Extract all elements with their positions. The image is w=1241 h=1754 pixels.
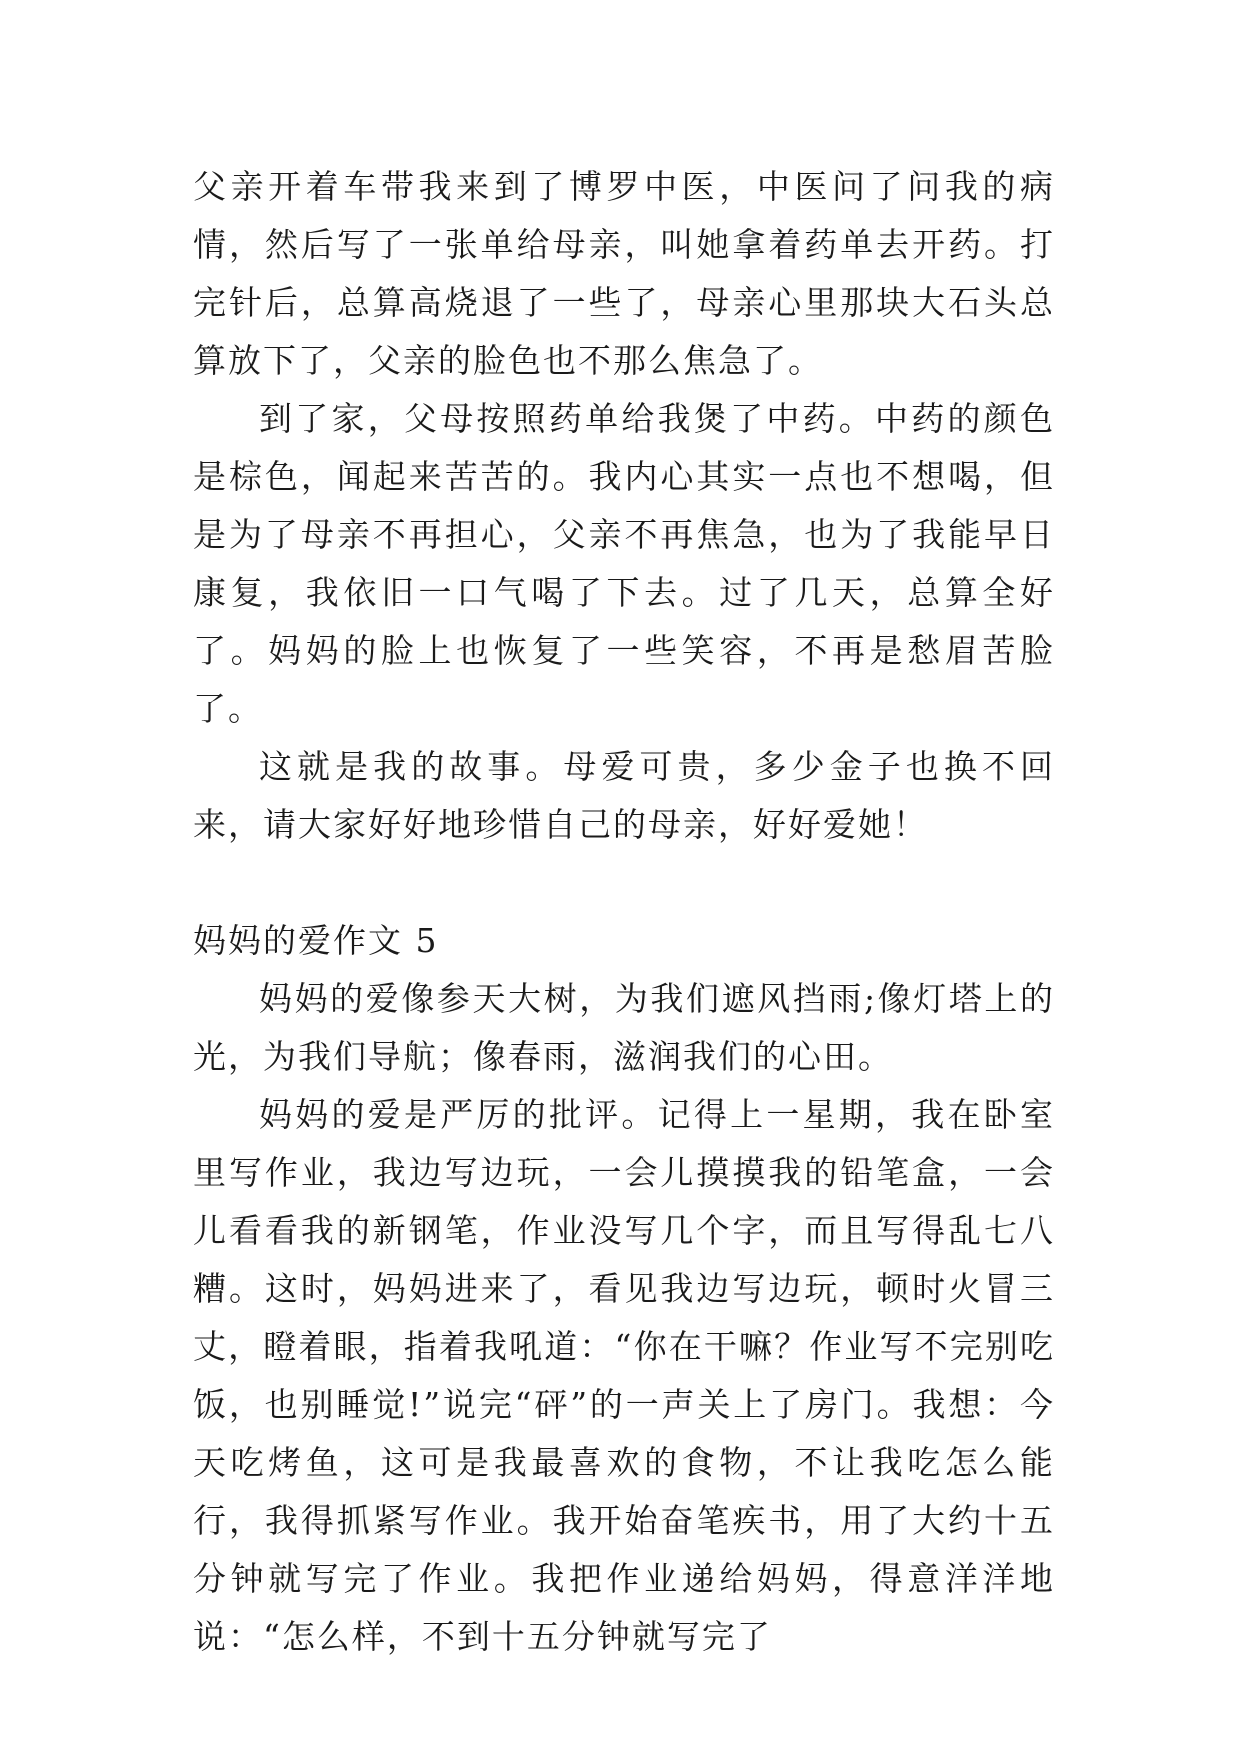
paragraph-strict-criticism: 妈妈的爱是严厉的批评。记得上一星期，我在卧室里写作业，我边写边玩，一会儿摸摸我的铅笔盒，一会儿看看我的新钢笔，作业没写几个字，而且写得乱七八糟。这时，妈妈进来了，看见我边写边玩，顿时火冒三丈，瞪着眼，指着我吼道：“你在干嘛？作业写不完别吃饭，也别睡觉!”说完“砰”的一声关上了房门。我想：今天吃烤鱼，这可是我最喜欢的食物，不让我吃怎么能行，我得抓紧写作业。我开始奋笔疾书，用了大约十五分钟就写完了作业。我把作业递给妈妈，得意洋洋地说：“怎么样，不到十五分钟就写完了	[193, 1095, 1055, 1656]
paragraph-medicine: 到了家，父母按照药单给我煲了中药。中药的颜色是棕色，闻起来苦苦的。我内心其实一点也不想喝，但是为了母亲不再担心，父亲不再焦急，也为了我能早日康复，我依旧一口气喝了下去。过了几天，总算全好了。妈妈的脸上也恢复了一些笑容，不再是愁眉苦脸了。	[193, 399, 1055, 728]
paragraph-doctor-visit: 父亲开着车带我来到了博罗中医，中医问了问我的病情，然后写了一张单给母亲，叫她拿着药单去开药。打完针后，总算高烧退了一些了，母亲心里那块大石头总算放下了，父亲的脸色也不那么焦急了。	[193, 167, 1055, 380]
document-body	[193, 158, 1055, 1666]
paragraph-conclusion: 这就是我的故事。母爱可贵，多少金子也换不回来，请大家好好地珍惜自己的母亲，好好爱她！	[193, 747, 1055, 844]
paragraph-mothers-love-intro: 妈妈的爱像参天大树，为我们遮风挡雨;像灯塔上的光，为我们导航；像春雨，滋润我们的心田。	[193, 979, 1055, 1076]
essay-title: 妈妈的爱作文 5	[193, 921, 439, 960]
